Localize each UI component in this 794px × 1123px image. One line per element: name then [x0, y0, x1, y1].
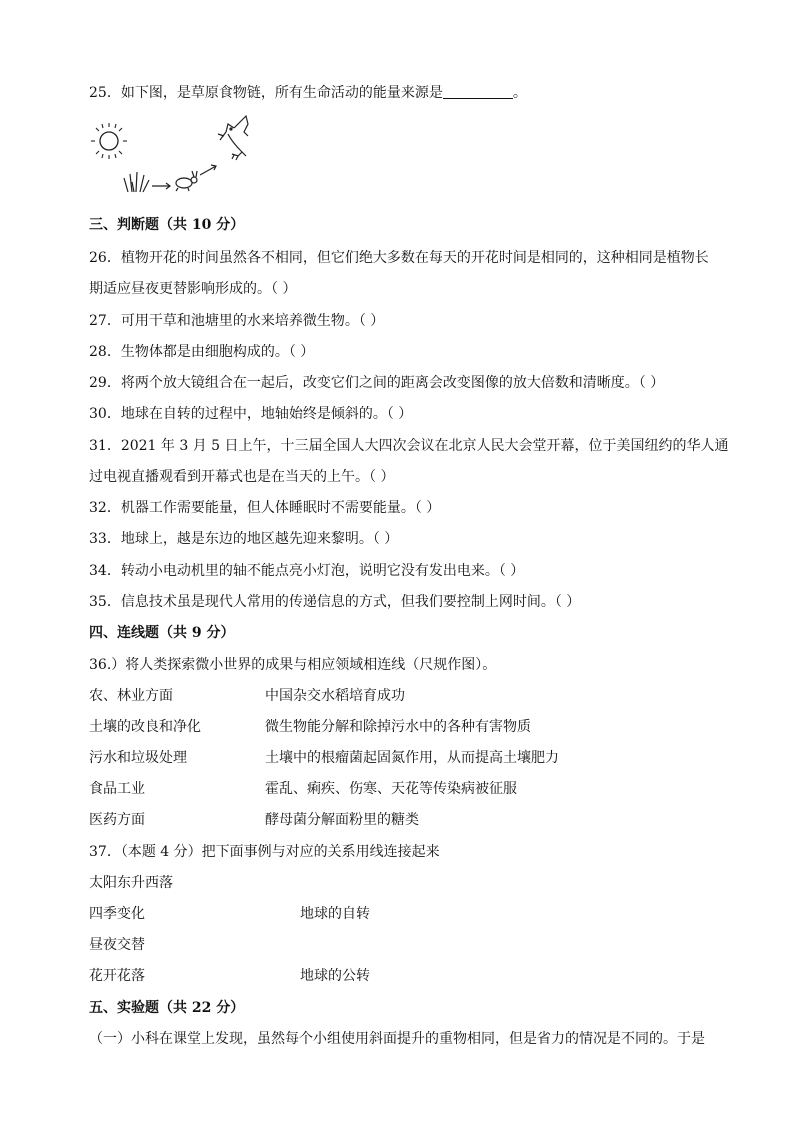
judge-line: 34．转动小电动机里的轴不能点亮小灯泡，说明它没有发出电来。（ ） [89, 563, 525, 579]
judge-line: 31．2021 年 3 月 5 日上午，十三届全国人大四次会议在北京人民大会堂开幕，位于美国纽约的华人通 [89, 438, 729, 454]
judge-line: 33．地球上，越是东边的地区越先迎来黎明。（ ） [89, 531, 399, 547]
q37-left-item: 四季变化 [89, 906, 145, 922]
q37-left-item: 昼夜交替 [89, 937, 145, 953]
question-36-stem: 36.）将人类探索微小世界的成果与相应领域相连线（尺规作图）。 [89, 657, 497, 673]
sun-icon [91, 123, 127, 159]
section-title-experiment: 五、实验题（共 22 分） [89, 1000, 245, 1016]
q36-right-item: 酵母菌分解面粉里的糖类 [265, 812, 419, 828]
judge-line: 35．信息技术虽是现代人常用的传递信息的方式，但我们要控制上网时间。（ ） [89, 594, 581, 610]
q36-left-item: 污水和垃圾处理 [89, 750, 187, 766]
q36-right-item: 土壤中的根瘤菌起固氮作用，从而提高土壤肥力 [265, 750, 559, 766]
q36-left-item: 医药方面 [89, 812, 145, 828]
q36-left-item: 食品工业 [89, 781, 145, 797]
q36-right-item: 中国杂交水稻培育成功 [265, 688, 405, 704]
food-chain-svg [88, 112, 268, 198]
answer-blank[interactable] [443, 84, 513, 99]
judge-line: 29．将两个放大镜组合在一起后，改变它们之间的距离会改变图像的放大倍数和清晰度。（ ） [89, 375, 665, 391]
q37-left-item: 花开花落 [89, 968, 145, 984]
question-25: 25．如下图，是草原食物链，所有生命活动的能量来源是 。 [89, 85, 527, 101]
judge-line: 期适应昼夜更替影响形成的。（ ） [89, 281, 297, 297]
question-38-intro: （一）小科在课堂上发现，虽然每个小组使用斜面提升的重物相同，但是省力的情况是不同的。于是 [89, 1031, 705, 1047]
judge-line: 32．机器工作需要能量，但人体睡眠时不需要能量。（ ） [89, 500, 441, 516]
q25-text: 25．如下图，是草原食物链，所有生命活动的能量来源是 [89, 85, 443, 101]
question-37-stem: 37．（本题 4 分）把下面事例与对应的关系用线连接起来 [89, 844, 440, 860]
judge-line: 26．植物开花的时间虽然各不相同，但它们绝大多数在每天的开花时间是相同的，这种相同是植物长 [89, 250, 709, 266]
q36-right-item: 微生物能分解和除掉污水中的各种有害物质 [265, 719, 531, 735]
eagle-icon [218, 116, 248, 160]
q37-left-item: 太阳东升西落 [89, 875, 173, 891]
judge-line: 28．生物体都是由细胞构成的。（ ） [89, 344, 315, 360]
rabbit-icon [176, 171, 197, 191]
arrow-icon [200, 165, 216, 175]
food-chain-figure [88, 112, 268, 198]
judge-line: 30．地球在自转的过程中，地轴始终是倾斜的。（ ） [89, 406, 413, 422]
q36-right-item: 霍乱、痢疾、伤寒、天花等传染病被征服 [265, 781, 517, 797]
judge-line: 27．可用干草和池塘里的水来培养微生物。（ ） [89, 313, 385, 329]
q37-right-item: 地球的公转 [300, 968, 370, 984]
judge-line: 过电视直播观看到开幕式也是在当天的上午。（ ） [89, 469, 395, 485]
q36-left-item: 农、林业方面 [89, 688, 173, 704]
q37-right-item: 地球的自转 [300, 906, 370, 922]
grass-icon [124, 172, 149, 192]
section-title-matching: 四、连线题（共 9 分） [89, 625, 235, 641]
arrow-icon [152, 183, 170, 189]
section-title-judge: 三、判断题（共 10 分） [89, 217, 245, 233]
q36-left-item: 土壤的改良和净化 [89, 719, 201, 735]
